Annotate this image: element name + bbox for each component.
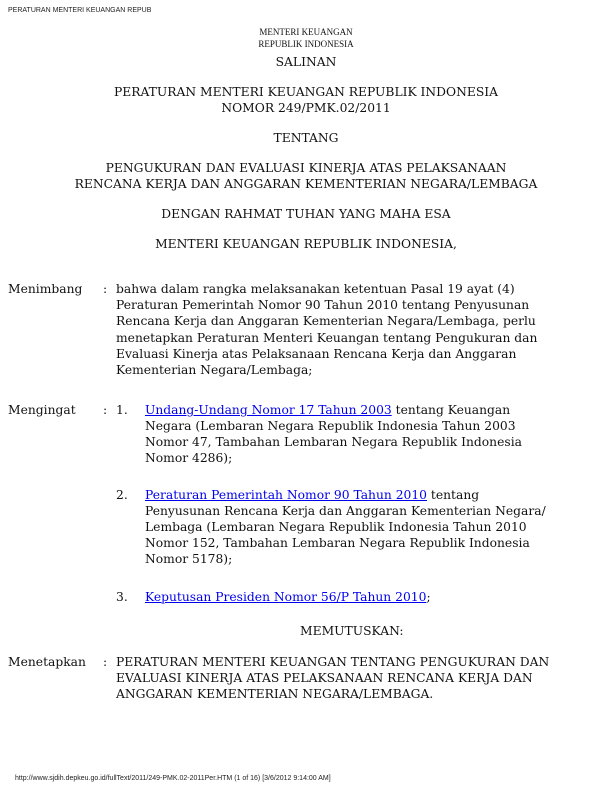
item-text: tentang (427, 488, 480, 502)
regulation-title: PERATURAN MENTERI KEUANGAN REPUBLIK INDONESIA (113, 85, 499, 99)
page-footer: http://www.sjdih.depkeu.go.id/fullText/2011/249-PMK.02-2011Per.HTM (1 of 16) [3/6/2012 9:14:00 AM] (15, 775, 331, 782)
item-text: ; (426, 590, 431, 604)
colon: : (103, 403, 108, 417)
regulation-number: NOMOR 249/PMK.02/2011 (221, 101, 391, 115)
item-number: 3. (116, 590, 128, 604)
menetapkan-line: EVALUASI KINERJA ATAS PELAKSANAAN RENCANA KERJA DAN (116, 671, 533, 685)
item-line: Nomor 4286); (145, 451, 233, 465)
menimbang-label: Menimbang (8, 282, 83, 296)
menimbang-line: bahwa dalam rangka melaksanakan ketentuan Pasal 19 ayat (4) (116, 282, 515, 296)
subject-line: RENCANA KERJA DAN ANGGARAN KEMENTERIAN NEGARA/LEMBAGA (74, 177, 538, 191)
mengingat-item-3 (145, 589, 431, 605)
item-number: 1. (116, 403, 128, 417)
menteri-line: MENTERI KEUANGAN REPUBLIK INDONESIA, (155, 237, 457, 251)
keppres-56-2010-link[interactable]: Keputusan Presiden Nomor 56/P Tahun 2010 (145, 590, 427, 604)
letterhead-line: REPUBLIK INDONESIA (258, 39, 354, 49)
memutuskan-label: MEMUTUSKAN: (300, 624, 404, 638)
menetapkan-line: ANGGARAN KEMENTERIAN NEGARA/LEMBAGA. (116, 687, 434, 701)
menimbang-line: Peraturan Pemerintah Nomor 90 Tahun 2010 tentang Penyusunan (116, 298, 530, 312)
mengingat-label: Mengingat (8, 403, 76, 417)
item-text: tentang Keuangan (391, 403, 511, 417)
item-line: Nomor 47, Tambahan Lembaran Negara Republik Indonesia (145, 435, 522, 449)
item-number: 2. (116, 488, 128, 502)
item-line: Penyusunan Rencana Kerja dan Anggaran Kementerian Negara/ (145, 504, 546, 518)
menimbang-line: Evaluasi Kinerja atas Pelaksanaan Rencana Kerja dan Anggaran (116, 347, 517, 361)
item-line: Nomor 5178); (145, 552, 233, 566)
running-header: PERATURAN MENTERI KEUANGAN REPUB (8, 7, 152, 14)
subject-line: PENGUKURAN DAN EVALUASI KINERJA ATAS PELAKSANAAN (105, 161, 507, 175)
letterhead-line: MENTERI KEUANGAN (259, 27, 353, 37)
menimbang-line: menetapkan Peraturan Menteri Keuangan tentang Pengukuran dan (116, 331, 538, 345)
mengingat-item-1 (145, 402, 510, 418)
pp-90-2010-link[interactable]: Peraturan Pemerintah Nomor 90 Tahun 2010 (145, 488, 427, 502)
mengingat-item-2 (145, 487, 479, 503)
colon: : (103, 655, 108, 669)
uu-17-2003-link[interactable]: Undang-Undang Nomor 17 Tahun 2003 (145, 403, 392, 417)
menetapkan-label: Menetapkan (8, 655, 86, 669)
tentang-label: TENTANG (273, 131, 339, 145)
rahmat-line: DENGAN RAHMAT TUHAN YANG MAHA ESA (161, 207, 451, 221)
item-line: Nomor 152, Tambahan Lembaran Negara Republik Indonesia (145, 536, 530, 550)
salinan-label: SALINAN (275, 55, 337, 69)
item-line: Lembaga (Lembaran Negara Republik Indonesia Tahun 2010 (145, 520, 527, 534)
colon: : (103, 282, 108, 296)
menetapkan-line: PERATURAN MENTERI KEUANGAN TENTANG PENGUKURAN DAN (116, 655, 550, 669)
menimbang-line: Rencana Kerja dan Anggaran Kementerian Negara/Lembaga, perlu (116, 314, 536, 328)
item-line: Negara (Lembaran Negara Republik Indonesia Tahun 2003 (145, 419, 516, 433)
menimbang-line: Kementerian Negara/Lembaga; (116, 363, 313, 377)
